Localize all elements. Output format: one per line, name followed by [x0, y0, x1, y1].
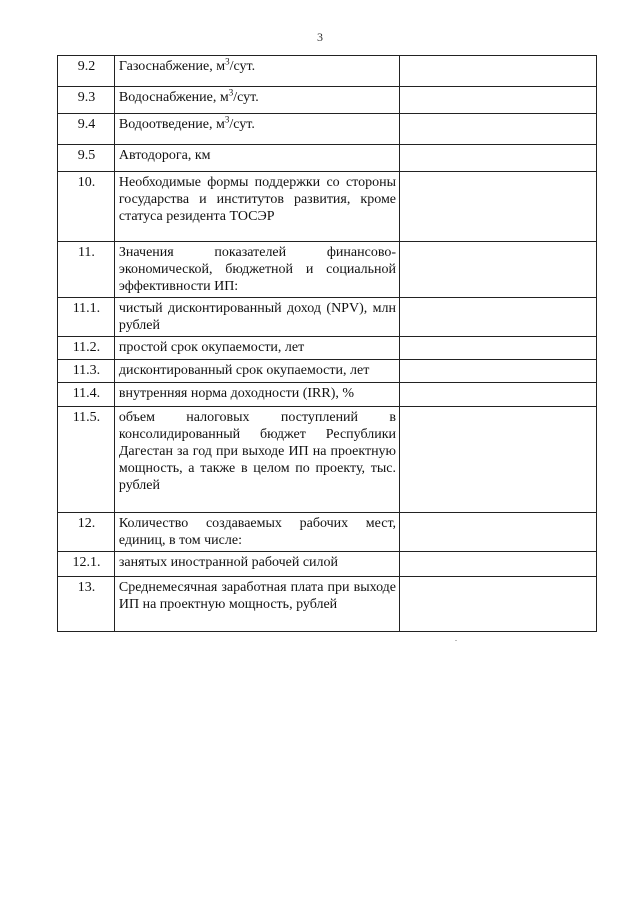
row-label-text: Необходимые формы поддержки со стороны государства и институтов развития, кроме статуса резидента ТОСЭР: [118, 175, 397, 224]
row-label: [114, 298, 399, 337]
table-row: [58, 577, 597, 632]
row-number: 9.4: [58, 114, 115, 145]
row-number: 11.2.: [58, 337, 115, 360]
table-row: [58, 298, 597, 337]
table-row: [58, 360, 597, 383]
value-cell[interactable]: [400, 114, 597, 145]
row-number: 11.4.: [58, 383, 115, 407]
row-number: 11.1.: [58, 298, 115, 337]
row-label: [114, 552, 399, 577]
row-label-text: чистый дисконтированный доход (NPV), млн рублей: [118, 301, 397, 333]
table-row: [58, 337, 597, 360]
unit-tail: /сут.: [229, 59, 256, 74]
value-cell[interactable]: [400, 87, 597, 114]
value-cell[interactable]: [400, 172, 597, 242]
table-row: [58, 383, 597, 407]
row-label-text: простой срок окупаемости, лет: [118, 340, 305, 355]
row-label: [114, 172, 399, 242]
value-cell[interactable]: [400, 360, 597, 383]
unit-tail: /сут.: [233, 90, 259, 105]
page-number: 3: [317, 30, 323, 44]
row-label-text: Среднемесячная заработная плата при выходе ИП на проектную мощность, рублей: [118, 580, 397, 612]
row-number: 10.: [58, 172, 115, 242]
value-cell[interactable]: [400, 407, 597, 513]
value-cell[interactable]: [400, 577, 597, 632]
value-cell[interactable]: [400, 242, 597, 298]
row-label-text: Количество создаваемых рабочих мест, единиц, в том числе:: [118, 516, 397, 548]
row-label-text: дисконтированный срок окупаемости, лет: [118, 363, 370, 378]
unit-superscript: 3: [225, 56, 230, 67]
row-label-text: Газоснабжение, м: [118, 59, 226, 74]
unit-superscript: 3: [224, 114, 230, 125]
row-label-text: объем налоговых поступлений в консолидированный бюджет Республики Дагестан за год при выходе ИП на проектную мощность, а также в целом по проекту, тыс. рублей: [118, 410, 397, 493]
row-number: 9.3: [58, 87, 115, 114]
value-cell[interactable]: [400, 145, 597, 172]
row-label: [114, 145, 399, 172]
row-label-text: Автодорога, км: [118, 148, 211, 163]
row-label: [114, 513, 399, 552]
table-row: [58, 242, 597, 298]
row-label: [114, 383, 399, 407]
table-row: [58, 552, 597, 577]
value-cell[interactable]: [400, 337, 597, 360]
row-label-text: Значения показателей финансово-экономической, бюджетной и социальной эффективности ИП:: [118, 245, 397, 294]
row-label: [114, 407, 399, 513]
row-label-text: внутренняя норма доходности (IRR), %: [118, 386, 355, 401]
row-label: [114, 360, 399, 383]
row-number: 11.5.: [58, 407, 115, 513]
row-label-text: занятых иностранной рабочей силой: [118, 555, 339, 570]
row-label-text: Водоотведение, м: [118, 117, 225, 132]
table-row: [58, 145, 597, 172]
row-number: 9.2: [58, 56, 115, 87]
unit-superscript: 3: [228, 87, 234, 98]
table-row: [58, 172, 597, 242]
table-row: [58, 87, 597, 114]
row-number: 11.3.: [58, 360, 115, 383]
row-label: [114, 87, 399, 114]
table-row: [58, 407, 597, 513]
row-label: [114, 114, 399, 145]
value-cell[interactable]: [400, 552, 597, 577]
row-label: [114, 56, 399, 87]
row-label: [114, 337, 399, 360]
row-number: 12.: [58, 513, 115, 552]
row-number: 11.: [58, 242, 115, 298]
indicator-table: [57, 55, 597, 632]
table-row: [58, 114, 597, 145]
row-number: 13.: [58, 577, 115, 632]
value-cell[interactable]: [400, 298, 597, 337]
table-row: [58, 513, 597, 552]
value-cell[interactable]: [400, 56, 597, 87]
row-label-text: Водоснабжение, м: [118, 90, 229, 105]
value-cell[interactable]: [400, 383, 597, 407]
row-label: [114, 242, 399, 298]
row-number: 9.5: [58, 145, 115, 172]
row-number: 12.1.: [58, 552, 115, 577]
value-cell[interactable]: [400, 513, 597, 552]
unit-tail: /сут.: [229, 117, 255, 132]
scan-mark: [455, 640, 457, 641]
row-label: [114, 577, 399, 632]
table-row: [58, 56, 597, 87]
